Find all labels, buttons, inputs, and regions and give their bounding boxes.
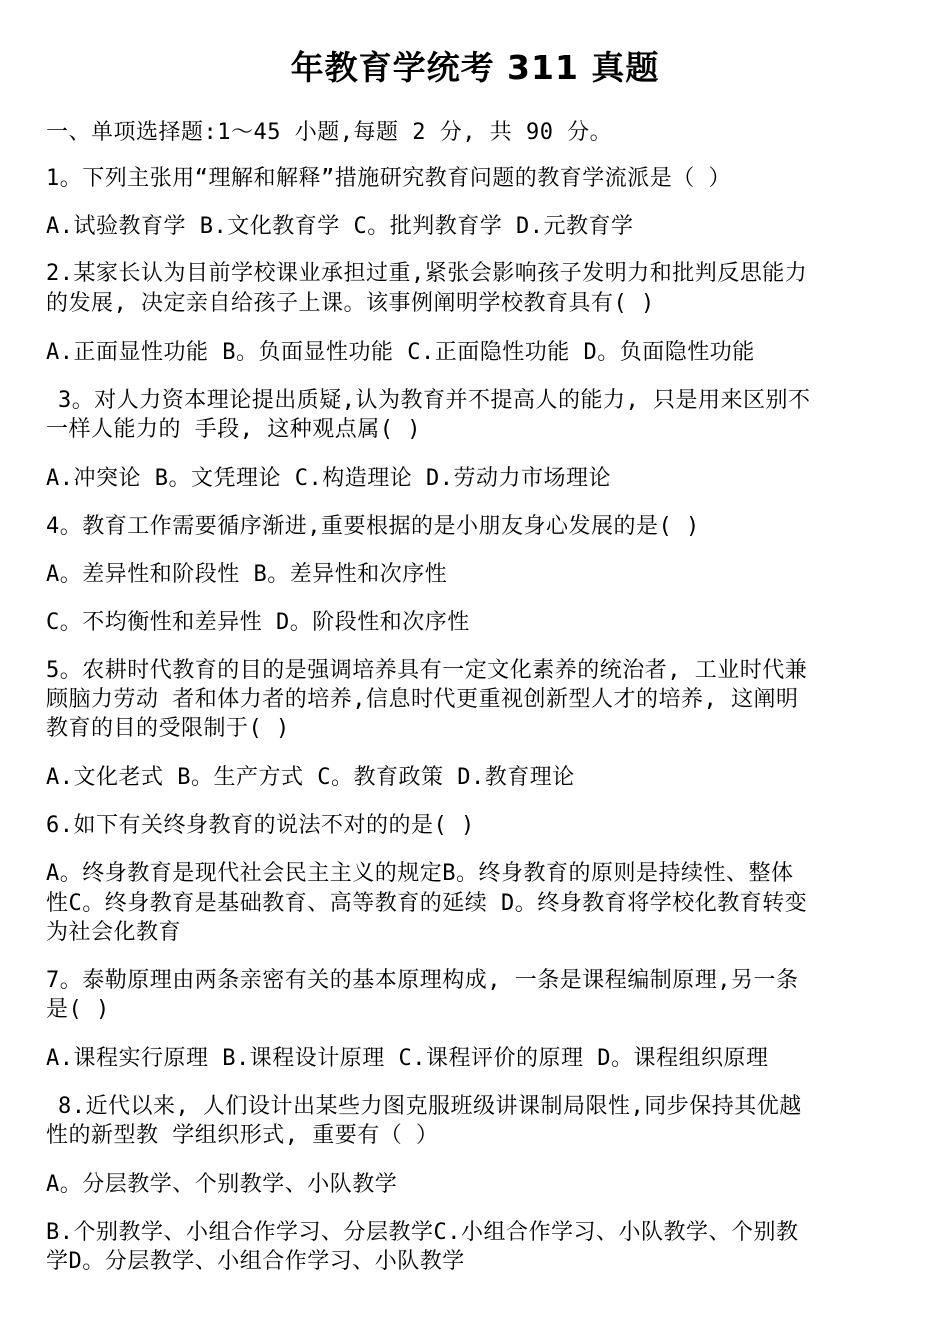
page-title: 年教育学统考 311 真题 [290, 48, 660, 87]
question-6-options-line-1: A。终身教育是现代社会民主主义的规定B。终身教育的原则是持续性、整体 [46, 861, 794, 886]
question-2-stem-line-1: 2.某家长认为目前学校课业承担过重,紧张会影响孩子发明力和批判反思能力 [46, 261, 808, 286]
question-5-options: A.文化老式 B。生产方式 C。教育政策 D.教育理论 [46, 765, 575, 790]
question-6-stem: 6.如下有关终身教育的说法不对的的是( ) [46, 813, 475, 838]
question-8-options-line-2: B.个别教学、小组合作学习、分层教学C.小组合作学习、小队教学、个别教 [46, 1220, 799, 1245]
question-7-options: A.课程实行原理 B.课程设计原理 C.课程评价的原理 D。课程组织原理 [46, 1046, 769, 1071]
question-1-stem: 1。下列主张用“理解和解释”措施研究教育问题的教育学流派是（ ） [46, 166, 731, 191]
question-2-stem-line-2: 的发展, 决定亲自给孩子上课。该事例阐明学校教育具有( ) [46, 291, 655, 316]
question-5-stem-line-1: 5。农耕时代教育的目的是强调培养具有一定文化素养的统治者, 工业时代兼 [46, 658, 808, 683]
question-7-stem-line-2: 是( ) [46, 997, 110, 1022]
question-3-options: A.冲突论 B。文凭理论 C.构造理论 D.劳动力市场理论 [46, 466, 611, 491]
question-7-stem-line-1: 7。泰勒原理由两条亲密有关的基本原理构成, 一条是课程编制原理,另一条 [46, 968, 799, 993]
question-8-options-line-1: A。分层教学、个别教学、小队教学 [46, 1172, 398, 1197]
question-6-options-line-2: 性C。终身教育是基础教育、高等教育的延续 D。终身教育将学校化教育转变 [46, 891, 808, 916]
question-6-options-line-3: 为社会化教育 [46, 920, 182, 945]
question-4-options-line-2: C。不均衡性和差异性 D。阶段性和次序性 [46, 610, 470, 635]
question-4-stem: 4。教育工作需要循序渐进,重要根据的是小朋友身心发展的是( ) [46, 514, 700, 539]
question-5-stem-line-2: 顾脑力劳动 者和体力者的培养,信息时代更重视创新型人才的培养, 这阐明 [46, 687, 799, 712]
question-2-options: A.正面显性功能 B。负面显性功能 C.正面隐性功能 D。负面隐性功能 [46, 340, 755, 365]
question-5-stem-line-3: 教育的目的受限制于( ) [46, 716, 290, 741]
question-1-options: A.试验教育学 B.文化教育学 C。批判教育学 D.元教育学 [46, 214, 634, 239]
question-3-stem-line-1: 3。对人力资本理论提出质疑,认为教育并不提高人的能力, 只是用来区别不 [58, 388, 811, 413]
question-3-stem-line-2: 一样人能力的 手段, 这种观点属( ) [46, 417, 421, 442]
question-8-stem-line-1: 8.近代以来, 人们设计出某些力图克服班级讲课制局限性,同步保持其优越 [58, 1094, 802, 1119]
question-8-options-line-3: 学D。分层教学、小组合作学习、小队教学 [46, 1249, 465, 1274]
question-8-stem-line-2: 性的新型教 学组织形式, 重要有（ ） [46, 1123, 439, 1148]
section-heading: 一、单项选择题:1～45 小题,每题 2 分, 共 90 分。 [46, 120, 613, 145]
question-4-options-line-1: A。差异性和阶段性 B。差异性和次序性 [46, 562, 448, 587]
